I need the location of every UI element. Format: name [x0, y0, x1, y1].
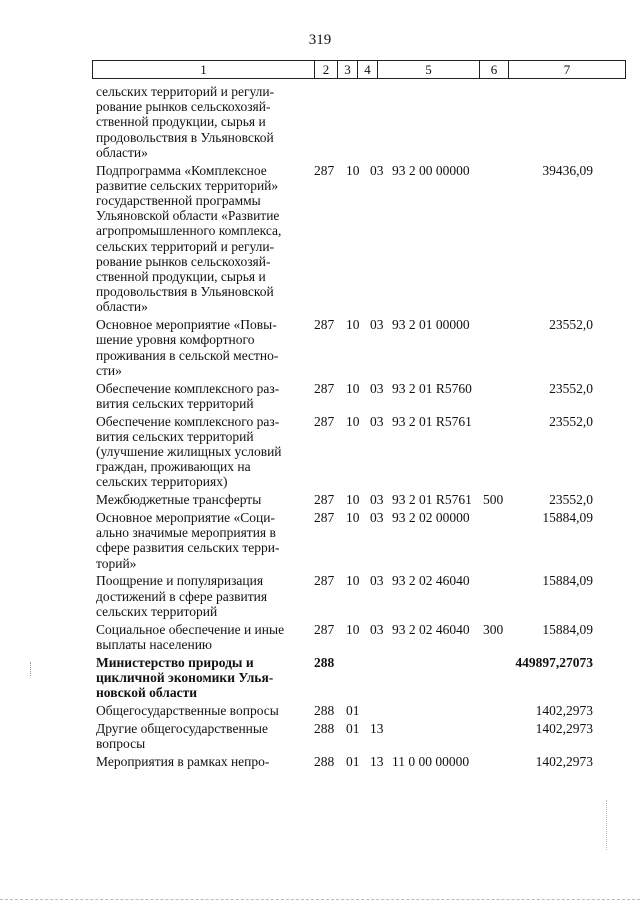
header-col-2: 2 [315, 61, 338, 78]
row-name-line: Межбюджетные трансферты [96, 492, 262, 508]
row-c4: 03 [370, 510, 384, 525]
row-name-line: ственной продукции, сырья и [96, 269, 266, 285]
row-c3: 10 [346, 492, 360, 508]
row-name-line: Социальное обеспечение и иные [96, 621, 285, 637]
row-name-line: выплаты населению [96, 636, 213, 652]
row-name-line: сельских территорий и регули- [96, 238, 275, 254]
row-name-line: рование рынков сельскохозяй- [96, 99, 271, 115]
row-name-line: сельских территорий и регули- [96, 84, 275, 99]
row-c2: 287 [314, 380, 335, 396]
row-name [96, 492, 305, 507]
row-c7: 15884,09 [542, 621, 593, 637]
row-c3: 10 [346, 162, 360, 178]
row-name-line: шение уровня комфортного [96, 332, 255, 348]
row-name [96, 414, 305, 490]
row-name-line: рование рынков сельскохозяй- [96, 253, 271, 269]
row-c2: 288 [314, 654, 335, 670]
row-c2: 287 [314, 492, 335, 508]
row-name-line: новской области [96, 685, 198, 700]
row-c5: 93 2 01 R5760 [392, 380, 472, 396]
page-bottom-edge [0, 899, 640, 900]
row-name [96, 703, 305, 718]
row-name-line: сельских территориях) [96, 474, 228, 490]
row-c7: 15884,09 [542, 510, 593, 525]
row-name [96, 317, 305, 378]
row-name [96, 510, 305, 571]
row-c2: 288 [314, 720, 335, 736]
row-c2: 287 [314, 510, 335, 525]
row-name-line: вития сельских территорий [96, 428, 254, 444]
row-c3: 01 [346, 720, 360, 736]
row-c5: 93 2 02 00000 [392, 510, 470, 525]
row-c3: 01 [346, 753, 360, 769]
row-c4: 03 [370, 380, 384, 396]
row-c4: 03 [370, 162, 384, 178]
row-c2: 287 [314, 573, 335, 589]
row-name-line: Основное мероприятие «Повы- [96, 317, 277, 333]
row-c4: 03 [370, 317, 384, 333]
row-name [96, 655, 305, 701]
header-col-6: 6 [480, 61, 509, 78]
row-c2: 287 [314, 413, 335, 429]
row-c3: 10 [346, 510, 360, 525]
row-c4: 03 [370, 621, 384, 637]
row-c4: 13 [370, 720, 384, 736]
row-c2: 287 [314, 162, 335, 178]
row-name [96, 573, 305, 619]
row-c6: 300 [483, 621, 504, 637]
row-name-line: развитие сельских территорий» [96, 177, 279, 193]
row-name-line: сельских территорий [96, 603, 218, 619]
row-c7: 39436,09 [542, 162, 593, 178]
row-name-line: сфере развития сельских терри- [96, 540, 280, 556]
row-name-line: Обеспечение комплексного раз- [96, 413, 280, 429]
row-c5: 93 2 01 R5761 [392, 413, 472, 429]
row-name-line: государственной программы [96, 193, 261, 208]
page-number: 319 [308, 32, 332, 48]
row-c7: 449897,27073 [515, 654, 593, 670]
row-name-line: сти» [96, 362, 122, 378]
row-name [96, 163, 305, 315]
row-name-line: проживания в сельской местно- [96, 347, 279, 363]
table-header [92, 60, 626, 79]
row-c7: 23552,0 [549, 317, 593, 333]
row-name-line: Общегосударственные вопросы [96, 702, 279, 718]
row-name-line: вопросы [96, 735, 146, 751]
header-col-7: 7 [563, 62, 571, 77]
row-name-line: Обеспечение комплексного раз- [96, 380, 280, 396]
row-c7: 23552,0 [549, 413, 593, 429]
row-c3: 10 [346, 317, 360, 333]
row-name-line: граждан, проживающих на [96, 459, 251, 475]
row-name-line: продовольствия в Ульяновской [96, 129, 274, 145]
row-name-line: вития сельских территорий [96, 395, 254, 411]
row-name-line: Поощрение и популяризация [96, 573, 264, 589]
row-c5: 93 2 00 00000 [392, 162, 470, 178]
row-name-line: цикличной экономики Улья- [96, 669, 274, 685]
row-name [96, 754, 305, 769]
scan-mark [606, 800, 608, 850]
row-c3: 10 [346, 380, 360, 396]
row-name-line: (улучшение жилищных условий [96, 444, 282, 459]
row-name [96, 381, 305, 411]
header-col-5: 5 [378, 61, 480, 78]
row-c2: 288 [314, 702, 335, 718]
row-c7: 23552,0 [549, 380, 593, 396]
row-c5: 93 2 01 R5761 [392, 492, 472, 508]
row-name-line: достижений в сфере развития [96, 588, 268, 604]
row-name-line: ственной продукции, сырья и [96, 114, 266, 130]
row-name [96, 721, 305, 751]
row-name-line: Мероприятия в рамках непро- [96, 753, 270, 769]
row-name-line: продовольствия в Ульяновской [96, 284, 274, 300]
row-c2: 288 [314, 753, 335, 769]
row-name-line: области» [96, 299, 148, 315]
header-col-3: 3 [338, 61, 358, 78]
row-name-line: торий» [96, 555, 137, 571]
row-name-line: Ульяновской области «Развитие [96, 208, 280, 224]
scan-mark [30, 662, 33, 676]
row-c4: 13 [370, 753, 384, 769]
row-c5: 93 2 02 46040 [392, 621, 470, 637]
row-c7: 23552,0 [549, 492, 593, 508]
row-name [96, 622, 305, 652]
row-c3: 10 [346, 413, 360, 429]
row-c5: 93 2 02 46040 [392, 573, 470, 589]
row-c7: 1402,2973 [535, 702, 593, 718]
row-name-line: Другие общегосударственные [96, 720, 268, 736]
row-c3: 10 [346, 621, 360, 637]
row-c7: 1402,2973 [535, 753, 593, 769]
row-c7: 1402,2973 [535, 720, 593, 736]
row-c7: 15884,09 [542, 573, 593, 589]
row-c4: 03 [370, 492, 384, 508]
row-c5: 93 2 01 00000 [392, 317, 470, 333]
row-c2: 287 [314, 317, 335, 333]
header-col-1: 1 [93, 61, 315, 78]
row-c3: 01 [346, 702, 360, 718]
row-c2: 287 [314, 621, 335, 637]
row-c3: 10 [346, 573, 360, 589]
row-name-line: Основное мероприятие «Соци- [96, 510, 275, 525]
header-col-4: 4 [358, 61, 378, 78]
row-name-line: Министерство природы и [96, 654, 254, 670]
row-c4: 03 [370, 573, 384, 589]
row-name-line: ально значимые мероприятия в [96, 525, 276, 541]
row-name-line: Подпрограмма «Комплексное [96, 162, 267, 178]
row-name-line: области» [96, 144, 148, 160]
row-c6: 500 [483, 492, 504, 508]
row-name [96, 84, 305, 160]
row-name-line: агропромышленного комплекса, [96, 223, 282, 239]
row-c5: 11 0 00 00000 [392, 753, 470, 769]
row-c4: 03 [370, 413, 384, 429]
